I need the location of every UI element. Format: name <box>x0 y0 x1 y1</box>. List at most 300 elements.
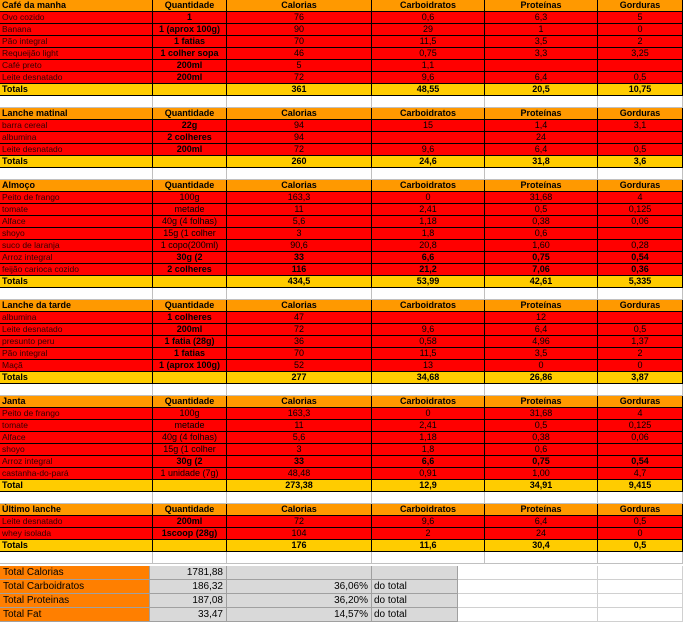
summary-percent[interactable]: 14,57% <box>227 608 372 622</box>
cell-qty[interactable]: metade <box>153 420 227 432</box>
total-cell-gord[interactable]: 5,335 <box>598 276 683 288</box>
empty-cell[interactable] <box>372 168 485 180</box>
cell-gord[interactable]: 0,5 <box>598 72 683 84</box>
section-title[interactable]: Janta <box>0 396 153 408</box>
cell-cal[interactable]: 33 <box>227 456 372 468</box>
cell-qty[interactable]: 2 colheres <box>153 264 227 276</box>
cell-qty[interactable]: 1 fatias <box>153 36 227 48</box>
column-header[interactable]: Carboidratos <box>372 504 485 516</box>
total-label[interactable]: Totals <box>0 156 153 168</box>
column-header[interactable]: Quantidade <box>153 504 227 516</box>
cell-prot[interactable]: 12 <box>485 312 598 324</box>
cell-cal[interactable]: 163,3 <box>227 408 372 420</box>
cell-cal[interactable]: 94 <box>227 120 372 132</box>
cell-name[interactable]: albumina <box>0 132 153 144</box>
column-header[interactable]: Proteínas <box>485 396 598 408</box>
cell-gord[interactable]: 0,125 <box>598 204 683 216</box>
cell-cal[interactable]: 33 <box>227 252 372 264</box>
cell-gord[interactable]: 3,1 <box>598 120 683 132</box>
cell-cal[interactable]: 52 <box>227 360 372 372</box>
cell-carb[interactable]: 9,6 <box>372 516 485 528</box>
column-header[interactable]: Quantidade <box>153 396 227 408</box>
cell-qty[interactable]: 100g <box>153 408 227 420</box>
cell-prot[interactable]: 0,75 <box>485 252 598 264</box>
cell-cal[interactable]: 11 <box>227 204 372 216</box>
cell-cal[interactable]: 48,48 <box>227 468 372 480</box>
cell-carb[interactable]: 0 <box>372 408 485 420</box>
cell-prot[interactable]: 1,60 <box>485 240 598 252</box>
column-header[interactable]: Calorias <box>227 108 372 120</box>
cell-carb[interactable]: 11,5 <box>372 348 485 360</box>
cell-qty[interactable]: 1 fatia (28g) <box>153 336 227 348</box>
empty-cell[interactable] <box>0 168 153 180</box>
empty-cell[interactable] <box>485 492 598 504</box>
cell-name[interactable]: albumina <box>0 312 153 324</box>
cell-carb[interactable]: 21,2 <box>372 264 485 276</box>
empty-cell[interactable] <box>598 288 683 300</box>
cell-name[interactable]: barra cereal <box>0 120 153 132</box>
cell-name[interactable]: shoyo <box>0 228 153 240</box>
cell-name[interactable]: tomate <box>0 204 153 216</box>
cell-gord[interactable]: 4,7 <box>598 468 683 480</box>
cell-qty[interactable]: 200ml <box>153 60 227 72</box>
cell-gord[interactable]: 0 <box>598 360 683 372</box>
column-header[interactable]: Calorias <box>227 0 372 12</box>
section-title[interactable]: Último lanche <box>0 504 153 516</box>
cell-name[interactable]: Café preto <box>0 60 153 72</box>
cell-gord[interactable]: 0,54 <box>598 456 683 468</box>
empty-cell[interactable] <box>227 492 372 504</box>
cell-carb[interactable]: 15 <box>372 120 485 132</box>
cell-prot[interactable]: 0,38 <box>485 216 598 228</box>
column-header[interactable]: Gorduras <box>598 180 683 192</box>
cell-carb[interactable]: 0,6 <box>372 12 485 24</box>
cell-cal[interactable]: 116 <box>227 264 372 276</box>
cell-cal[interactable]: 70 <box>227 36 372 48</box>
cell-name[interactable]: feijão carioca cozido <box>0 264 153 276</box>
total-cell-qty[interactable] <box>153 276 227 288</box>
cell-qty[interactable]: 1 <box>153 12 227 24</box>
column-header[interactable]: Proteínas <box>485 300 598 312</box>
cell-qty[interactable]: 200ml <box>153 144 227 156</box>
total-label[interactable]: Totals <box>0 372 153 384</box>
column-header[interactable]: Proteínas <box>485 0 598 12</box>
cell-gord[interactable]: 4 <box>598 192 683 204</box>
column-header[interactable]: Quantidade <box>153 108 227 120</box>
cell-name[interactable]: suco de laranja <box>0 240 153 252</box>
cell-qty[interactable]: 30g (2 <box>153 252 227 264</box>
cell-cal[interactable]: 76 <box>227 12 372 24</box>
cell-carb[interactable]: 0 <box>372 192 485 204</box>
empty-cell[interactable] <box>598 168 683 180</box>
cell-qty[interactable]: 30g (2 <box>153 456 227 468</box>
cell-carb[interactable]: 9,6 <box>372 72 485 84</box>
empty-cell[interactable] <box>227 552 372 564</box>
column-header[interactable]: Gorduras <box>598 0 683 12</box>
cell-qty[interactable]: 22g <box>153 120 227 132</box>
empty-cell[interactable] <box>153 288 227 300</box>
summary-label[interactable]: Total Calorias <box>0 566 150 580</box>
empty-cell[interactable] <box>598 492 683 504</box>
summary-value[interactable]: 33,47 <box>150 608 227 622</box>
section-title[interactable]: Café da manha <box>0 0 153 12</box>
cell-cal[interactable]: 5 <box>227 60 372 72</box>
cell-prot[interactable]: 0,6 <box>485 444 598 456</box>
total-cell-prot[interactable]: 26,86 <box>485 372 598 384</box>
cell-prot[interactable]: 0,38 <box>485 432 598 444</box>
empty-cell[interactable] <box>485 96 598 108</box>
total-cell-cal[interactable]: 361 <box>227 84 372 96</box>
cell-qty[interactable]: 15g (1 colher <box>153 444 227 456</box>
summary-value[interactable]: 1781,88 <box>150 566 227 580</box>
total-cell-prot[interactable]: 31,8 <box>485 156 598 168</box>
cell-gord[interactable]: 0,125 <box>598 420 683 432</box>
cell-prot[interactable]: 6,4 <box>485 144 598 156</box>
cell-gord[interactable]: 0,5 <box>598 516 683 528</box>
cell-carb[interactable]: 0,75 <box>372 48 485 60</box>
cell-carb[interactable]: 11,5 <box>372 36 485 48</box>
total-label[interactable]: Totals <box>0 276 153 288</box>
cell-qty[interactable]: 1 fatias <box>153 348 227 360</box>
cell-qty[interactable]: 40g (4 folhas) <box>153 216 227 228</box>
cell-carb[interactable] <box>372 312 485 324</box>
cell-name[interactable]: whey isolada <box>0 528 153 540</box>
total-cell-prot[interactable]: 20,5 <box>485 84 598 96</box>
cell-prot[interactable]: 3,3 <box>485 48 598 60</box>
cell-cal[interactable]: 5,6 <box>227 216 372 228</box>
cell-prot[interactable]: 24 <box>485 528 598 540</box>
cell-qty[interactable]: 200ml <box>153 324 227 336</box>
empty-cell[interactable] <box>485 168 598 180</box>
cell-cal[interactable]: 90 <box>227 24 372 36</box>
cell-carb[interactable]: 29 <box>372 24 485 36</box>
cell-carb[interactable]: 1,8 <box>372 228 485 240</box>
cell-gord[interactable] <box>598 132 683 144</box>
cell-qty[interactable]: 1 colher sopa <box>153 48 227 60</box>
cell-cal[interactable]: 46 <box>227 48 372 60</box>
summary-label[interactable]: Total Proteinas <box>0 594 150 608</box>
cell-gord[interactable]: 0,06 <box>598 432 683 444</box>
cell-name[interactable]: shoyo <box>0 444 153 456</box>
cell-gord[interactable]: 0,06 <box>598 216 683 228</box>
cell-name[interactable]: Banana <box>0 24 153 36</box>
total-cell-gord[interactable]: 10,75 <box>598 84 683 96</box>
cell-carb[interactable]: 9,6 <box>372 324 485 336</box>
cell-qty[interactable]: 200ml <box>153 72 227 84</box>
cell-cal[interactable]: 94 <box>227 132 372 144</box>
cell-name[interactable]: Leite desnatado <box>0 144 153 156</box>
section-title[interactable]: Almoço <box>0 180 153 192</box>
cell-qty[interactable]: 1scoop (28g) <box>153 528 227 540</box>
cell-prot[interactable]: 31,68 <box>485 192 598 204</box>
cell-name[interactable]: Leite desnatado <box>0 72 153 84</box>
empty-cell[interactable] <box>485 288 598 300</box>
empty-cell[interactable] <box>153 168 227 180</box>
cell-prot[interactable]: 0,6 <box>485 228 598 240</box>
empty-cell[interactable] <box>598 96 683 108</box>
cell-prot[interactable]: 24 <box>485 132 598 144</box>
cell-name[interactable]: presunto peru <box>0 336 153 348</box>
total-cell-cal[interactable]: 277 <box>227 372 372 384</box>
cell-qty[interactable]: 100g <box>153 192 227 204</box>
empty-cell[interactable] <box>0 288 153 300</box>
cell-carb[interactable] <box>372 132 485 144</box>
cell-qty[interactable]: metade <box>153 204 227 216</box>
summary-note[interactable]: do total <box>372 608 458 622</box>
cell-name[interactable]: Alface <box>0 432 153 444</box>
cell-carb[interactable]: 2,41 <box>372 204 485 216</box>
empty-cell[interactable] <box>598 566 683 580</box>
cell-cal[interactable]: 36 <box>227 336 372 348</box>
column-header[interactable]: Proteínas <box>485 504 598 516</box>
cell-prot[interactable]: 6,4 <box>485 516 598 528</box>
cell-qty[interactable]: 1 copo(200ml) <box>153 240 227 252</box>
column-header[interactable]: Gorduras <box>598 300 683 312</box>
summary-percent[interactable] <box>227 566 372 580</box>
column-header[interactable]: Quantidade <box>153 0 227 12</box>
cell-carb[interactable]: 20,8 <box>372 240 485 252</box>
column-header[interactable]: Proteínas <box>485 180 598 192</box>
cell-prot[interactable]: 4,96 <box>485 336 598 348</box>
cell-prot[interactable]: 3,5 <box>485 36 598 48</box>
cell-qty[interactable]: 1 (aprox 100g) <box>153 24 227 36</box>
total-cell-cal[interactable]: 260 <box>227 156 372 168</box>
column-header[interactable]: Carboidratos <box>372 396 485 408</box>
empty-cell[interactable] <box>372 384 485 396</box>
summary-note[interactable]: do total <box>372 594 458 608</box>
cell-name[interactable]: Pão integral <box>0 36 153 48</box>
cell-name[interactable]: Alface <box>0 216 153 228</box>
empty-cell[interactable] <box>485 552 598 564</box>
cell-gord[interactable]: 0,36 <box>598 264 683 276</box>
cell-cal[interactable]: 3 <box>227 444 372 456</box>
cell-name[interactable]: tomate <box>0 420 153 432</box>
cell-gord[interactable]: 0,5 <box>598 144 683 156</box>
column-header[interactable]: Carboidratos <box>372 108 485 120</box>
cell-prot[interactable]: 7,06 <box>485 264 598 276</box>
total-cell-gord[interactable]: 0,5 <box>598 540 683 552</box>
cell-carb[interactable]: 9,6 <box>372 144 485 156</box>
column-header[interactable]: Calorias <box>227 180 372 192</box>
total-cell-qty[interactable] <box>153 540 227 552</box>
summary-note[interactable]: do total <box>372 580 458 594</box>
total-label[interactable]: Totals <box>0 84 153 96</box>
cell-name[interactable]: Peito de frango <box>0 192 153 204</box>
cell-gord[interactable]: 0,5 <box>598 324 683 336</box>
empty-cell[interactable] <box>0 492 153 504</box>
cell-prot[interactable]: 1 <box>485 24 598 36</box>
cell-qty[interactable]: 1 unidade (7g) <box>153 468 227 480</box>
column-header[interactable]: Quantidade <box>153 300 227 312</box>
total-cell-carb[interactable]: 53,99 <box>372 276 485 288</box>
summary-value[interactable]: 186,32 <box>150 580 227 594</box>
cell-prot[interactable]: 1,00 <box>485 468 598 480</box>
cell-gord[interactable]: 5 <box>598 12 683 24</box>
summary-label[interactable]: Total Carboidratos <box>0 580 150 594</box>
cell-carb[interactable]: 1,18 <box>372 432 485 444</box>
cell-cal[interactable]: 3 <box>227 228 372 240</box>
cell-name[interactable]: Arroz integral <box>0 456 153 468</box>
total-cell-qty[interactable] <box>153 84 227 96</box>
cell-gord[interactable] <box>598 228 683 240</box>
empty-cell[interactable] <box>227 288 372 300</box>
cell-gord[interactable]: 3,25 <box>598 48 683 60</box>
cell-cal[interactable]: 163,3 <box>227 192 372 204</box>
column-header[interactable]: Gorduras <box>598 396 683 408</box>
summary-label[interactable]: Total Fat <box>0 608 150 622</box>
empty-cell[interactable] <box>458 594 598 608</box>
empty-cell[interactable] <box>598 580 683 594</box>
cell-qty[interactable]: 40g (4 folhas) <box>153 432 227 444</box>
column-header[interactable]: Carboidratos <box>372 300 485 312</box>
cell-carb[interactable]: 13 <box>372 360 485 372</box>
total-cell-prot[interactable]: 42,61 <box>485 276 598 288</box>
column-header[interactable]: Calorias <box>227 300 372 312</box>
cell-name[interactable]: castanha-do-pará <box>0 468 153 480</box>
column-header[interactable]: Gorduras <box>598 108 683 120</box>
cell-cal[interactable]: 72 <box>227 516 372 528</box>
empty-cell[interactable] <box>227 384 372 396</box>
empty-cell[interactable] <box>458 580 598 594</box>
summary-percent[interactable]: 36,20% <box>227 594 372 608</box>
total-cell-qty[interactable] <box>153 480 227 492</box>
empty-cell[interactable] <box>372 96 485 108</box>
empty-cell[interactable] <box>598 384 683 396</box>
column-header[interactable]: Proteínas <box>485 108 598 120</box>
cell-gord[interactable]: 0 <box>598 528 683 540</box>
cell-carb[interactable]: 0,58 <box>372 336 485 348</box>
total-cell-cal[interactable]: 176 <box>227 540 372 552</box>
total-cell-qty[interactable] <box>153 372 227 384</box>
cell-cal[interactable]: 11 <box>227 420 372 432</box>
cell-name[interactable]: Maçã <box>0 360 153 372</box>
cell-prot[interactable]: 0,75 <box>485 456 598 468</box>
total-cell-carb[interactable]: 11,6 <box>372 540 485 552</box>
total-cell-carb[interactable]: 12,9 <box>372 480 485 492</box>
total-cell-carb[interactable]: 34,68 <box>372 372 485 384</box>
summary-value[interactable]: 187,08 <box>150 594 227 608</box>
cell-carb[interactable]: 2,41 <box>372 420 485 432</box>
cell-gord[interactable]: 2 <box>598 36 683 48</box>
cell-name[interactable]: Requeijão light <box>0 48 153 60</box>
cell-prot[interactable]: 1,4 <box>485 120 598 132</box>
empty-cell[interactable] <box>227 96 372 108</box>
cell-gord[interactable]: 0 <box>598 24 683 36</box>
cell-prot[interactable]: 0 <box>485 360 598 372</box>
cell-cal[interactable]: 47 <box>227 312 372 324</box>
empty-cell[interactable] <box>598 608 683 622</box>
total-cell-gord[interactable]: 3,87 <box>598 372 683 384</box>
total-label[interactable]: Totals <box>0 540 153 552</box>
cell-gord[interactable]: 2 <box>598 348 683 360</box>
cell-carb[interactable]: 0,91 <box>372 468 485 480</box>
section-title[interactable]: Lanche da tarde <box>0 300 153 312</box>
total-cell-qty[interactable] <box>153 156 227 168</box>
summary-percent[interactable]: 36,06% <box>227 580 372 594</box>
cell-cal[interactable]: 72 <box>227 72 372 84</box>
total-cell-prot[interactable]: 34,91 <box>485 480 598 492</box>
empty-cell[interactable] <box>0 96 153 108</box>
cell-gord[interactable] <box>598 312 683 324</box>
column-header[interactable]: Calorias <box>227 504 372 516</box>
cell-carb[interactable]: 1,8 <box>372 444 485 456</box>
empty-cell[interactable] <box>485 384 598 396</box>
empty-cell[interactable] <box>153 96 227 108</box>
cell-prot[interactable]: 6,3 <box>485 12 598 24</box>
cell-gord[interactable] <box>598 444 683 456</box>
cell-prot[interactable]: 0,5 <box>485 204 598 216</box>
cell-qty[interactable]: 1 colheres <box>153 312 227 324</box>
column-header[interactable]: Calorias <box>227 396 372 408</box>
empty-cell[interactable] <box>372 552 485 564</box>
cell-qty[interactable]: 15g (1 colher <box>153 228 227 240</box>
empty-cell[interactable] <box>372 288 485 300</box>
summary-note[interactable] <box>372 566 458 580</box>
cell-prot[interactable]: 6,4 <box>485 72 598 84</box>
cell-prot[interactable] <box>485 60 598 72</box>
empty-cell[interactable] <box>153 492 227 504</box>
cell-prot[interactable]: 3,5 <box>485 348 598 360</box>
empty-cell[interactable] <box>458 566 598 580</box>
cell-cal[interactable]: 5,6 <box>227 432 372 444</box>
cell-gord[interactable]: 4 <box>598 408 683 420</box>
cell-qty[interactable]: 200ml <box>153 516 227 528</box>
cell-gord[interactable]: 0,54 <box>598 252 683 264</box>
empty-cell[interactable] <box>0 384 153 396</box>
cell-name[interactable]: Peito de frango <box>0 408 153 420</box>
total-cell-carb[interactable]: 48,55 <box>372 84 485 96</box>
column-header[interactable]: Gorduras <box>598 504 683 516</box>
cell-qty[interactable]: 1 (aprox 100g) <box>153 360 227 372</box>
cell-cal[interactable]: 104 <box>227 528 372 540</box>
cell-cal[interactable]: 72 <box>227 324 372 336</box>
empty-cell[interactable] <box>598 552 683 564</box>
column-header[interactable]: Quantidade <box>153 180 227 192</box>
empty-cell[interactable] <box>227 168 372 180</box>
total-cell-gord[interactable]: 9,415 <box>598 480 683 492</box>
empty-cell[interactable] <box>598 594 683 608</box>
cell-gord[interactable] <box>598 60 683 72</box>
total-cell-carb[interactable]: 24,6 <box>372 156 485 168</box>
total-cell-gord[interactable]: 3,6 <box>598 156 683 168</box>
cell-gord[interactable]: 1,37 <box>598 336 683 348</box>
cell-name[interactable]: Leite desnatado <box>0 324 153 336</box>
cell-carb[interactable]: 2 <box>372 528 485 540</box>
cell-cal[interactable]: 90,6 <box>227 240 372 252</box>
cell-cal[interactable]: 70 <box>227 348 372 360</box>
cell-name[interactable]: Pão integral <box>0 348 153 360</box>
column-header[interactable]: Carboidratos <box>372 0 485 12</box>
empty-cell[interactable] <box>153 384 227 396</box>
cell-name[interactable]: Leite desnatado <box>0 516 153 528</box>
cell-qty[interactable]: 2 colheres <box>153 132 227 144</box>
cell-carb[interactable]: 6,6 <box>372 252 485 264</box>
total-cell-cal[interactable]: 434,5 <box>227 276 372 288</box>
total-label[interactable]: Total <box>0 480 153 492</box>
section-title[interactable]: Lanche matinal <box>0 108 153 120</box>
total-cell-prot[interactable]: 30,4 <box>485 540 598 552</box>
cell-prot[interactable]: 31,68 <box>485 408 598 420</box>
empty-cell[interactable] <box>372 492 485 504</box>
empty-cell[interactable] <box>153 552 227 564</box>
cell-carb[interactable]: 6,6 <box>372 456 485 468</box>
empty-cell[interactable] <box>0 552 153 564</box>
cell-prot[interactable]: 0,5 <box>485 420 598 432</box>
total-cell-cal[interactable]: 273,38 <box>227 480 372 492</box>
cell-carb[interactable]: 1,1 <box>372 60 485 72</box>
cell-name[interactable]: Ovo cozido <box>0 12 153 24</box>
cell-cal[interactable]: 72 <box>227 144 372 156</box>
